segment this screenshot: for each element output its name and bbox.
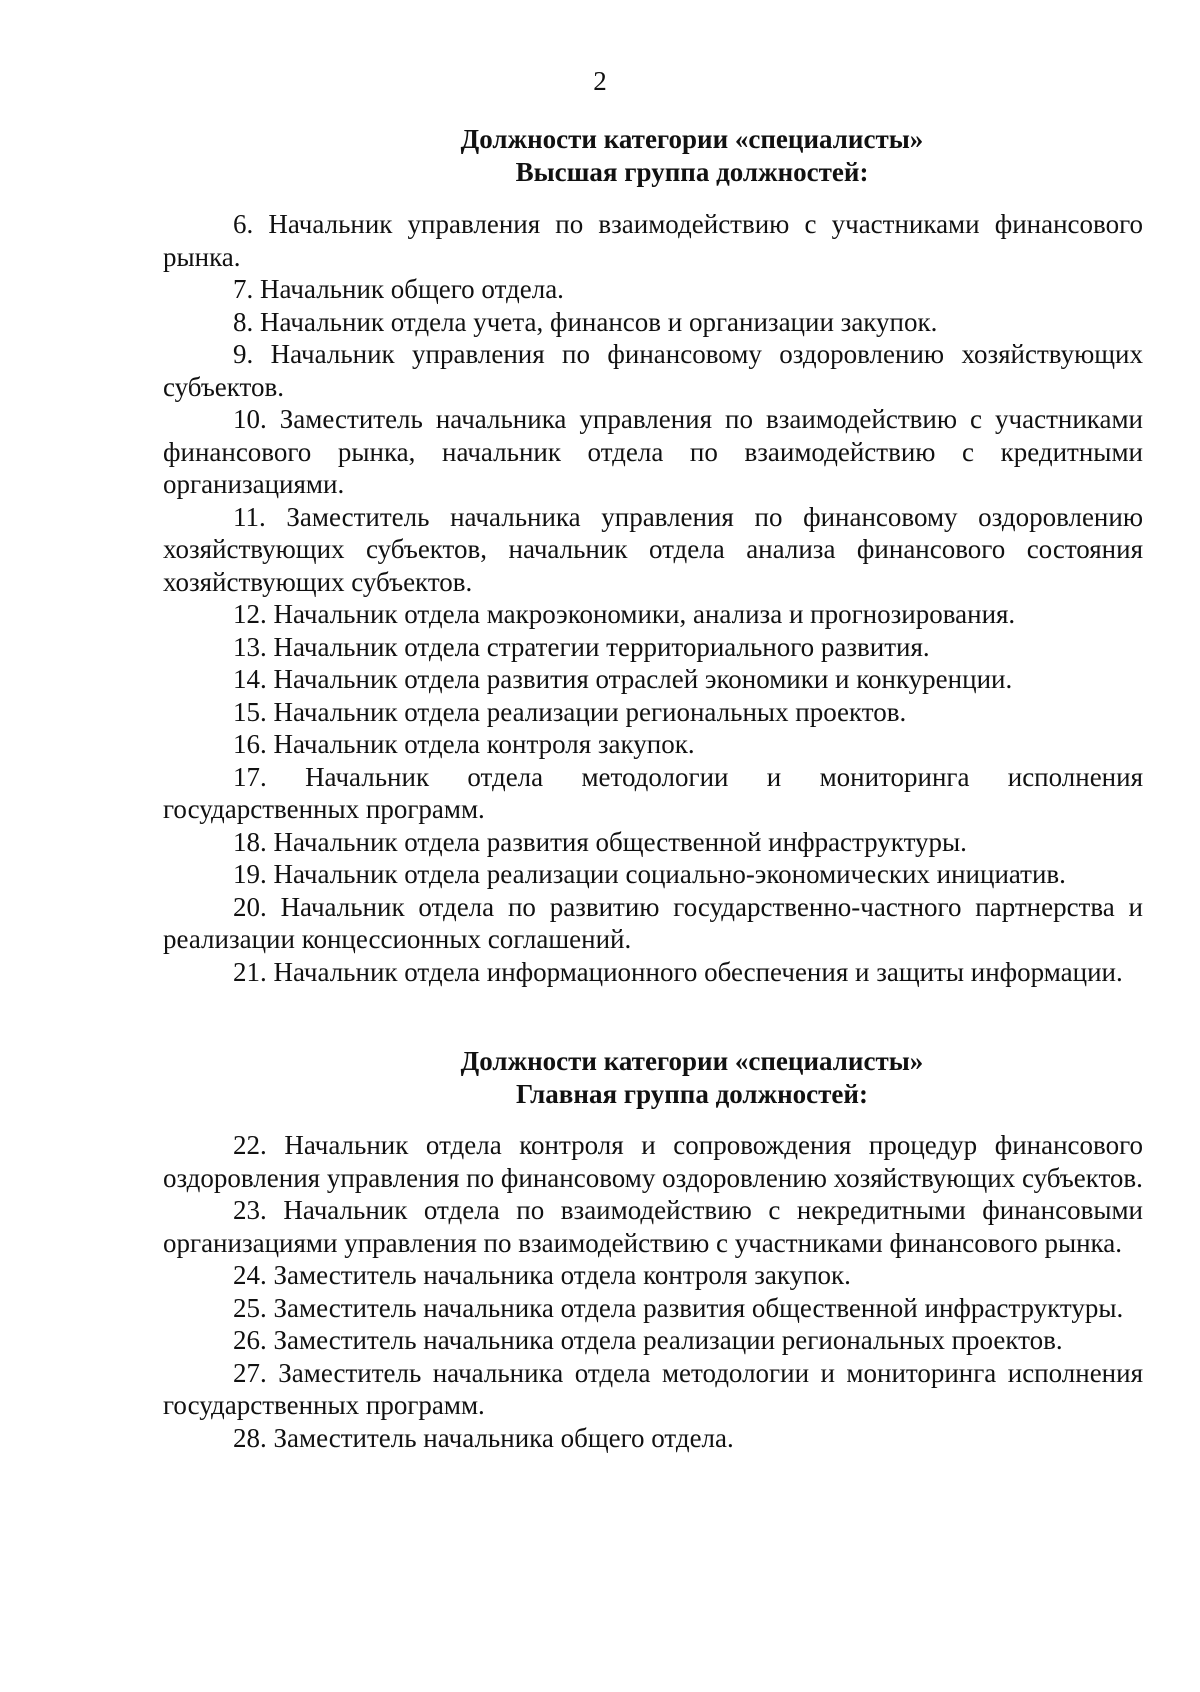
item-number: 21. [233,956,267,987]
item-number: 26. [233,1325,267,1355]
item-text: Заместитель начальника отдела контроля закупок. [273,1260,851,1290]
item-number: 10. [233,404,267,434]
section-heading-category: Должности категории «специалисты» [460,1046,924,1076]
item-number: 9. [233,339,254,369]
item-text: Начальник отдела контроля закупок. [273,729,695,759]
item-text: Начальник отдела по взаимодействию с некредитными финансовыми организациями управления по взаимодействию с участниками финансового рынка. [163,1195,1143,1258]
item-text: Начальник отдела методологии и мониторинга исполнения государственных программ. [163,761,1144,824]
item-text: Заместитель начальника общего отдела. [273,1422,734,1453]
item-text: Начальник отдела стратегии территориального развития. [273,631,930,662]
list-item [163,338,1143,403]
list-item [163,1129,1143,1194]
item-number: 7. [233,274,254,304]
list-item [163,501,1143,599]
item-text: Начальник отдела развития отраслей экономики и конкуренции. [273,664,1013,694]
item-text: Начальник отдела учета, финансов и организации закупок. [260,306,938,337]
section-heading-group: Высшая группа должностей: [515,157,869,187]
list-item [163,1324,1143,1357]
item-number: 6. [233,209,254,239]
item-number: 17. [233,761,267,792]
list-item [163,728,1143,761]
item-number: 16. [233,729,267,759]
item-text: Начальник отдела по развитию государственно-частного партнерства и реализации концессионных соглашений. [163,891,1143,954]
list-item [163,306,1143,339]
list-item [163,956,1143,989]
section-heading-group: Главная группа должностей: [516,1079,868,1109]
list-item [163,1194,1143,1259]
list-item [163,403,1143,501]
item-number: 14. [233,664,267,694]
item-number: 27. [233,1357,267,1388]
item-number: 20. [233,891,267,922]
item-text: Заместитель начальника управления по финансовому оздоровлению хозяйствующих субъектов, начальник отдела анализа финансового состояния хозяйствующих субъектов. [163,501,1143,597]
item-text: Начальник отдела информационного обеспечения и защиты информации. [273,956,1123,987]
item-text: Начальник отдела реализации социально-экономических инициатив. [273,859,1066,889]
list-item [163,631,1143,664]
item-number: 22. [233,1130,267,1160]
page-number: 2 [593,66,607,96]
item-number: 23. [233,1195,267,1225]
item-number: 19. [233,859,267,889]
list-item [163,598,1143,631]
list-item [163,1422,1143,1455]
item-text: Начальник общего отдела. [260,274,564,304]
list-item [163,1292,1143,1325]
section-heading-category: Должности категории «специалисты» [460,124,924,154]
item-number: 15. [233,696,267,727]
item-number: 8. [233,306,254,337]
list-item [163,273,1143,306]
item-text: Заместитель начальника отдела методологии и мониторинга исполнения государственных программ. [163,1357,1144,1420]
item-text: Начальник отдела развития общественной инфраструктуры. [273,826,967,857]
section-heading-principal [163,1045,1200,1111]
item-text: Начальник отдела контроля и сопровождения процедур финансового оздоровления управления по финансовому оздоровлению хозяйствующих субъектов. [163,1130,1144,1193]
item-number: 11. [233,501,266,532]
list-item [163,858,1143,891]
list-item [163,208,1143,273]
item-text: Начальник отдела реализации региональных проектов. [273,696,907,727]
list-item [163,826,1143,859]
item-number: 25. [233,1292,267,1323]
item-text: Заместитель начальника управления по взаимодействию с участниками финансового рынка, начальник отдела по взаимодействию с кредитными организациями. [163,404,1143,499]
section-heading-senior [163,123,1200,189]
list-item [163,1259,1143,1292]
position-list-senior [163,208,1143,988]
list-item [163,891,1143,956]
item-text: Начальник управления по финансовому оздоровлению хозяйствующих субъектов. [163,339,1143,402]
list-item [163,761,1143,826]
list-item [163,663,1143,696]
item-text: Начальник отдела макроэкономики, анализа и прогнозирования. [273,599,1016,629]
position-list-principal [163,1129,1143,1454]
item-text: Заместитель начальника отдела реализации региональных проектов. [273,1325,1063,1355]
list-item [163,1357,1143,1422]
item-number: 24. [233,1260,267,1290]
item-number: 28. [233,1422,267,1453]
item-text: Начальник управления по взаимодействию с участниками финансового рынка. [163,209,1143,272]
list-item [163,696,1143,729]
item-number: 13. [233,631,267,662]
item-number: 18. [233,826,267,857]
item-number: 12. [233,599,267,629]
item-text: Заместитель начальника отдела развития общественной инфраструктуры. [273,1292,1124,1323]
